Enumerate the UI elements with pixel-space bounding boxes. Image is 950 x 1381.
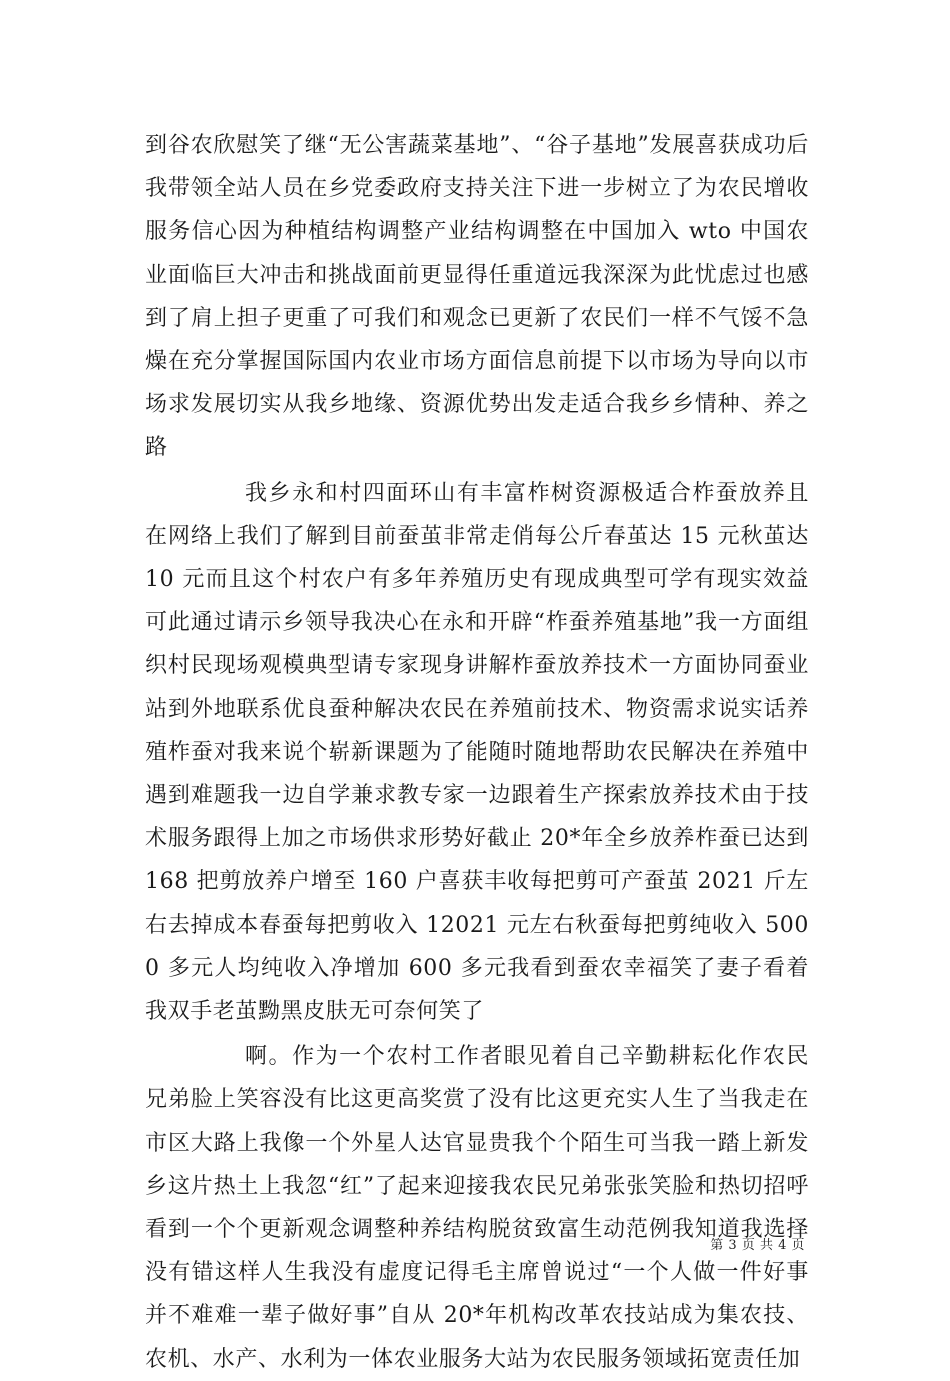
- paragraph-1: 到谷农欣慰笑了继“无公害蔬菜基地”、“谷子基地”发展喜获成功后我带领全站人员在乡党委政府支持关注下进一步树立了为农民增收服务信心因为种植结构调整产业结构调整在中国加入 wto 中国农业面临巨大冲击和挑战面前更显得任重道远我深深为此忧虑过也感到了肩上担子更重了可我们和观念已更新了农民们一样不气馁不急燥在充分掌握国际国内农业市场方面信息前提下以市场为导向以市场求发展切实从我乡地缘、资源优势出发走适合我乡乡情种、养之路: [145, 133, 809, 461]
- paragraph-2: 我乡永和村四面环山有丰富柞树资源极适合柞蚕放养且在网络上我们了解到目前蚕茧非常走俏每公斤春茧达 15 元秋茧达 10 元而且这个村农户有多年养殖历史有现成典型可学有现实效益可此通过请示乡领导我决心在永和开辟“柞蚕养殖基地”我一方面组织村民现场观模典型请专家现身讲解柞蚕放养技术一方面协同蚕业站到外地联系优良蚕种解决农民在养殖前技术、物资需求说实话养殖柞蚕对我来说个崭新课题为了能随时随地帮助农民解决在养殖中遇到难题我一边自学兼求教专家一边跟着生产探索放养技术由于技术服务跟得上加之市场供求形势好截止 20*年全乡放养柞蚕已达到 168 把剪放养户增至 160 户喜获丰收每把剪可产蚕茧 2021 斤左右去掉成本春蚕每把剪收入 12021 元左右秋蚕每把剪纯收入 5000 多元人均纯收入净增加 600 多元我看到蚕农幸福笑了妻子看着我双手老茧黝黑皮肤无可奈何笑了: [145, 480, 809, 1025]
- paragraph-3: 啊。作为一个农村工作者眼见着自己辛勤耕耘化作农民兄弟脸上笑容没有比这更高奖赏了没有比这更充实人生了当我走在市区大路上我像一个外星人达官显贵我个个陌生可当我一踏上新发乡这片热土上我忽“红”了起来迎接我农民兄弟张张笑脸和热切招呼看到一个个更新观念调整种养结构脱贫致富生动范例我知道我选择没有错这样人生我没有虚度记得毛主席曾说过“一个人做一件好事并不难难一辈子做好事”自从 20*年机构改革农技站成为集农技、农机、水产、水利为一体农业服务大站为农民服务领域拓宽责任加: [145, 1044, 809, 1372]
- page-number-footer: 第 3 页 共 4 页: [710, 1238, 805, 1253]
- document-body: [145, 124, 809, 1381]
